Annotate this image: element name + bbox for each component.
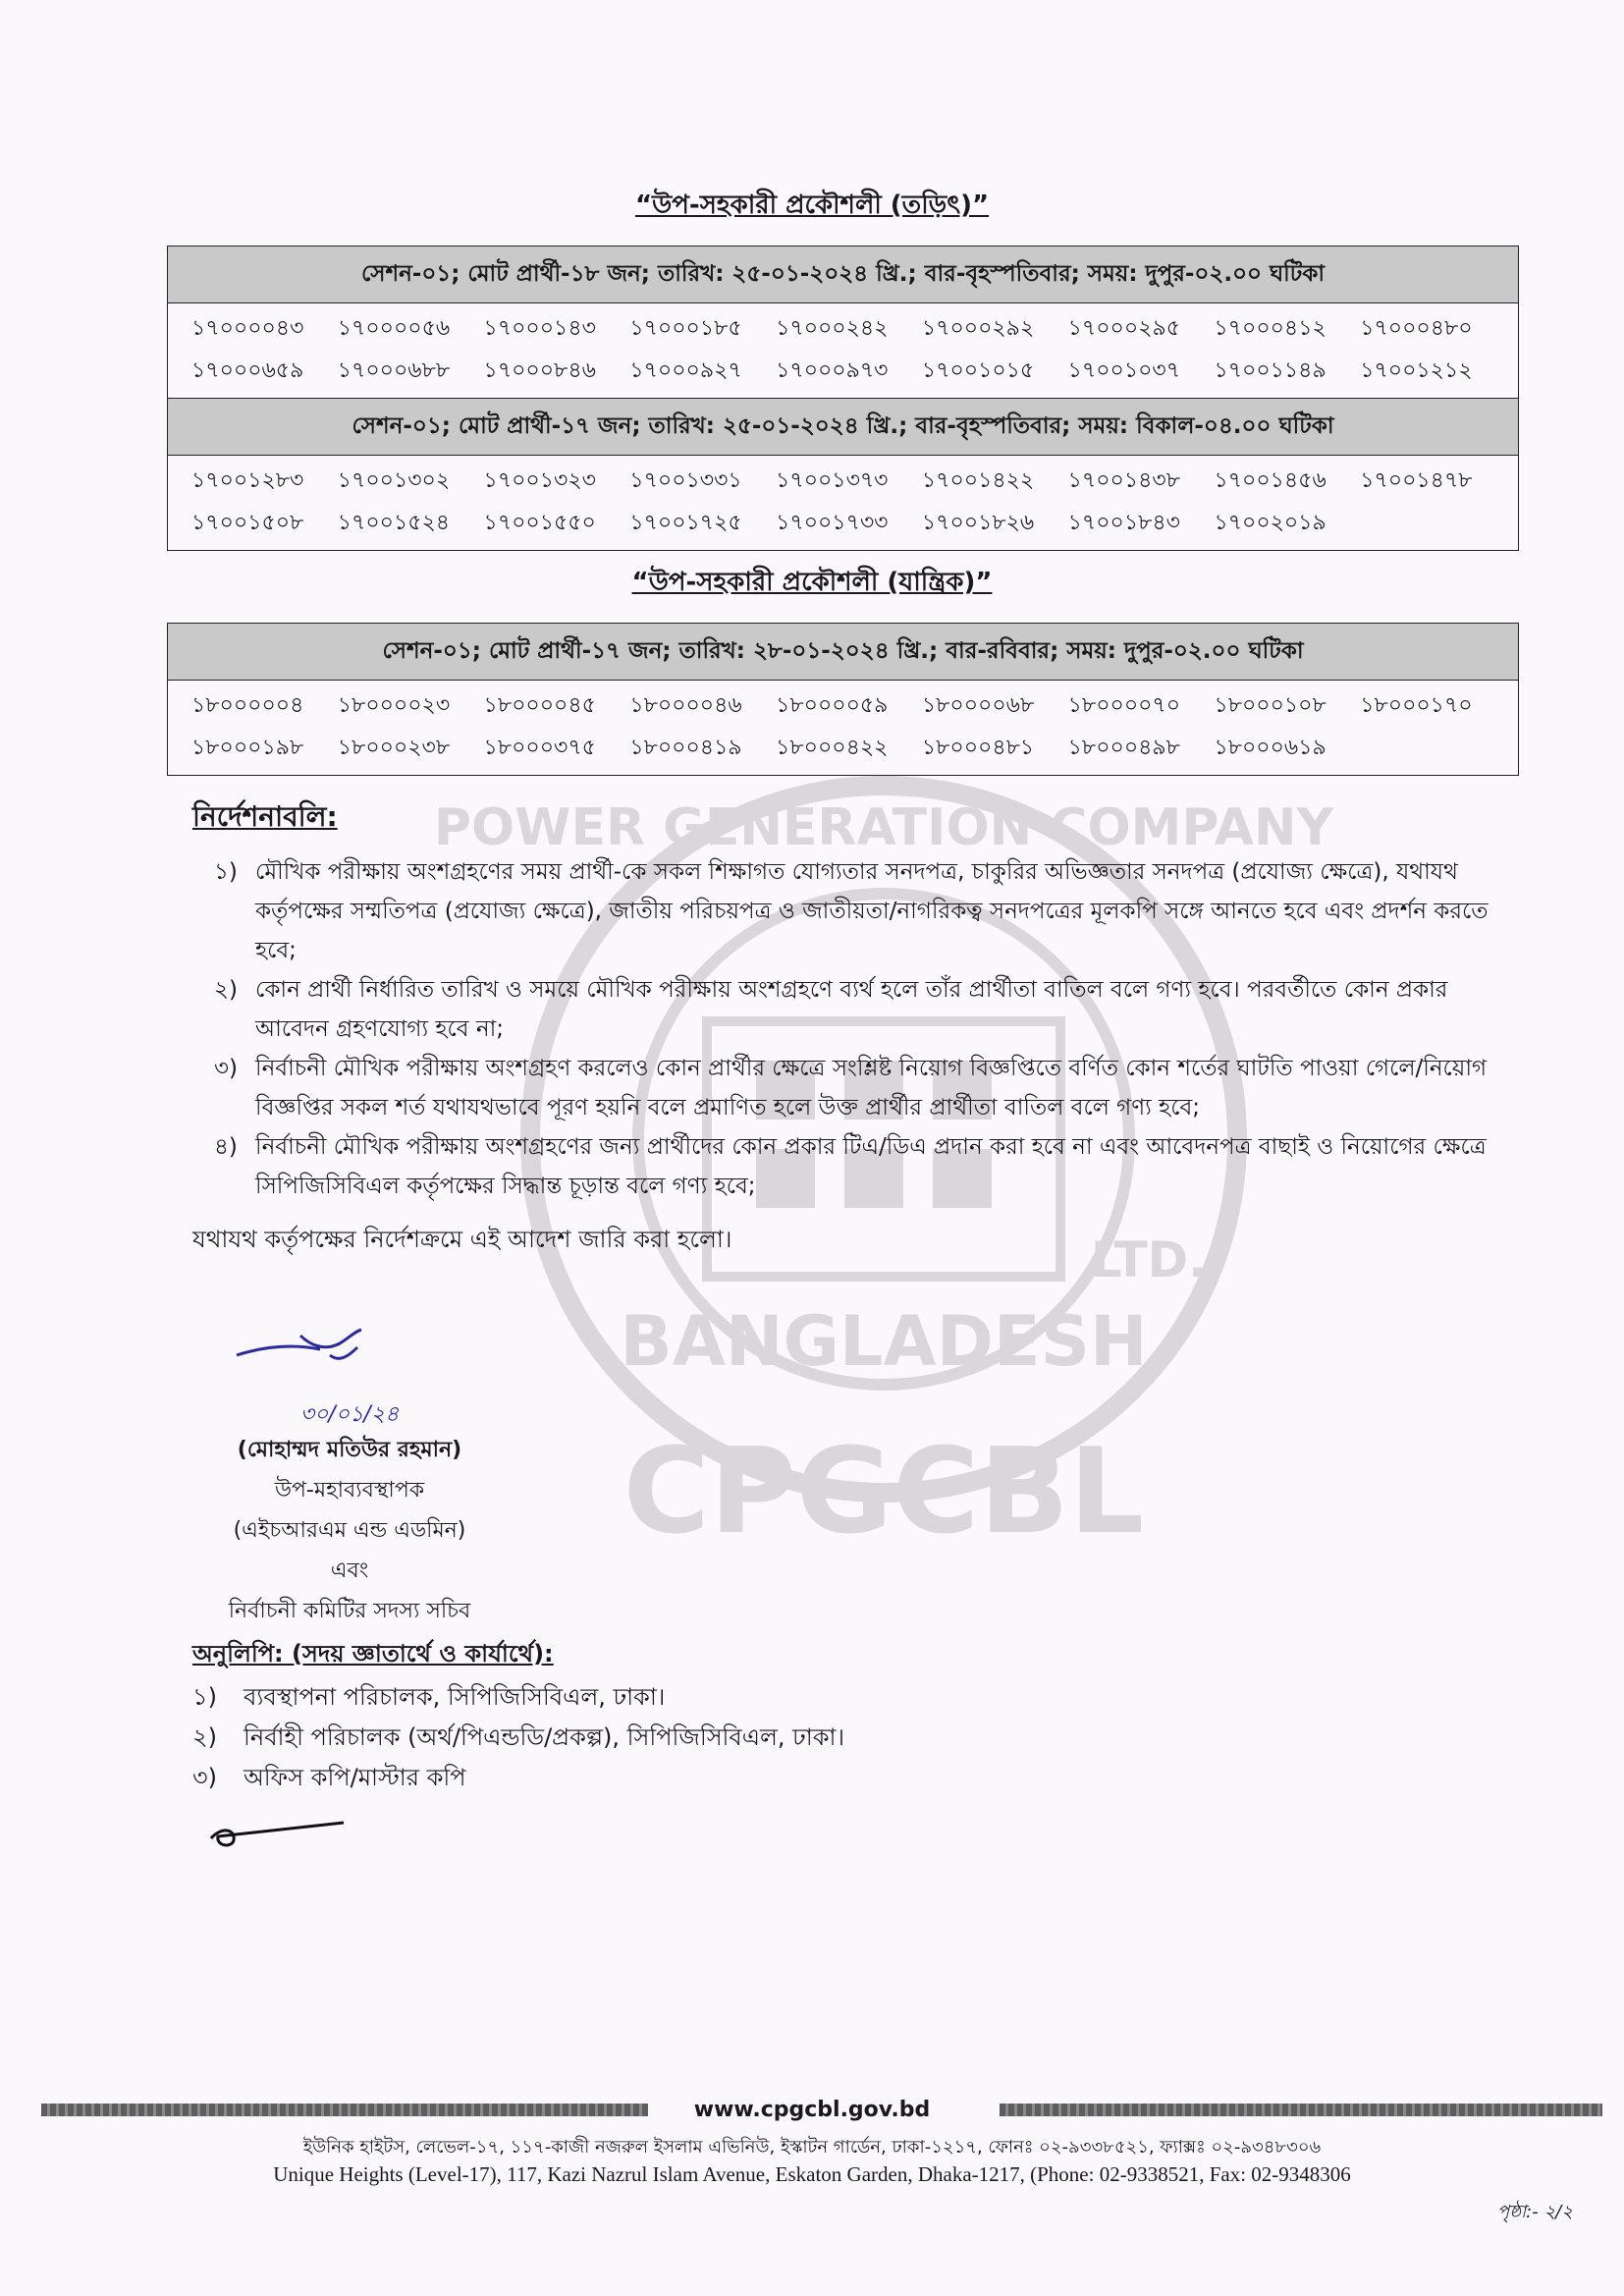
item-number: ৩) [214,1056,238,1081]
item-text: মৌখিক পরীক্ষায় অংশগ্রহণের সময় প্রার্থী-কে সকল শিক্ষাগত যোগ্যতার সনদপত্র, চাকুরির অভিজ্ঞতার সনদপত্র (প্রযোজ্য ক্ষেত্রে), যথাযথ কর্তৃপক্ষের সম্মতিপত্র (প্রযোজ্য ক্ষেত্রে), জাতীয় পরিচয়পত্র ও জাতীয়তা/নাগরিকত্ব সনদপত্রের মূলকপি সঙ্গে আনতে হবে এবং প্রদর্শন করতে হবে; [255,859,1489,963]
roll-number: ১৭০০১৩০২ [337,468,451,493]
roll-number: ১৮০০০০০৪ [191,693,304,718]
section-title-mechanical: “উপ-সহকারী প্রকৌশলী (যান্ত্রিক)” [631,568,993,597]
item-text: ব্যবস্থাপনা পরিচালক, সিপিজিসিবিএল, ঢাকা। [244,1683,666,1711]
roll-number: ১৮০০০০২৩ [337,693,451,718]
roll-number: ১৮০০০০৪৫ [483,693,596,718]
roll-number: ১৮০০০০৪৬ [629,693,742,718]
roll-number: ১৭০০০১৪৩ [483,316,596,341]
signatory-and: এবং [330,1558,369,1583]
roll-number: ১৭০০১৫০৮ [191,511,304,535]
roll-number: ১৭০০১২৮৩ [191,468,304,493]
item-text: নির্বাচনী মৌখিক পরীক্ষায় অংশগ্রহণ করলেও কোন প্রার্থীর ক্ষেত্রে সংশ্লিষ্ট নিয়োগ বিজ্ঞপ্তিতে বর্ণিত কোন শর্তের ঘাটতি পাওয়া গেলে/নিয়োগ বিজ্ঞপ্তির সকল শর্ত যথাযথভাবে পূরণ হয়নি বলে প্রমাণিত হলে উক্ত প্রার্থীর প্রার্থীতা বাতিল বলে গণ্য হবে; [255,1056,1488,1121]
signatory-role: নির্বাচনী কমিটির সদস্য সচিব [228,1599,471,1623]
roll-number: ১৭০০১৮২৬ [921,511,1035,535]
instructions-heading: নির্দেশনাবলি: [192,800,338,833]
signatory-department: (এইচআরএম এন্ড এডমিন) [233,1518,466,1543]
roll-number: ১৭০০১৮৪৩ [1067,511,1180,535]
roll-number: ১৭০০১৫২৪ [337,511,451,535]
roll-number: ১৭০০১০১৫ [921,358,1035,383]
list-item [214,1127,1500,1206]
roll-number: ১৭০০০৬৮৮ [337,358,451,383]
item-number: ১) [192,1683,217,1711]
roll-number: ১৭০০১১৪৯ [1214,358,1326,383]
roll-number: ১৭০০১০৩৭ [1067,358,1181,383]
list-item [192,1718,844,1758]
roll-number: ১৭০০১৭৩৩ [776,511,889,535]
roll-number: ১৭০০০১৮৫ [629,316,742,341]
roll-number: ১৭০০০৯২৭ [629,358,742,383]
signature-mark [232,1326,379,1383]
roll-grid [168,681,1518,775]
item-text: নির্বাচনী মৌখিক পরীক্ষায় অংশগ্রহণের জন্য প্রার্থীদের কোন প্রকার টিএ/ডিএ প্রদান করা হবে না এবং আবেদনপত্র বাছাই ও নিয়োগের ক্ষেত্রে সিপিজিসিবিএল কর্তৃপক্ষের সিদ্ধান্ত চূড়ান্ত বলে গণ্য হবে; [255,1134,1487,1199]
item-text: নির্বাহী পরিচালক (অর্থ/পিএন্ডডি/প্রকল্প), সিপিজিসিবিএল, ঢাকা। [244,1723,845,1751]
seal-suffix: LTD. [1090,1231,1208,1288]
electrical-sessions-table [167,246,1519,551]
website-link[interactable]: www.cpgcbl.gov.bd [693,2098,931,2122]
roll-number: ১৮০০০৩৭৫ [483,736,596,760]
mechanical-sessions-table [167,623,1519,776]
item-number: ৪) [214,1134,238,1160]
roll-grid [168,456,1518,550]
item-text: অফিস কপি/মাস্টার কপি [244,1764,466,1791]
roll-number: ১৭০০০৮৪৬ [483,358,596,383]
session-header: সেশন-০১; মোট প্রার্থী-১৭ জন; তারিখ: ২৮-০১-২০২৪ খ্রি.; বার-রবিবার; সময়: দুপুর-০২.০০ ঘটিকা [168,624,1518,681]
roll-number: ১৭০০০২৯৫ [1067,316,1181,341]
roll-number: ১৭০০১৪৩৮ [1067,468,1180,493]
list-item [214,852,1500,970]
roll-number: ১৮০০০১০৮ [1214,693,1326,718]
roll-number: ১৭০০১২১২ [1360,358,1473,383]
roll-number: ১৮০০০৪৯৮ [1067,736,1180,760]
seal-abbr: CPGCBL [623,1424,1145,1560]
roll-number: ১৭০০১৩৭৩ [776,468,889,493]
roll-number: ১৭০০০৪৮০ [1360,316,1473,341]
roll-number: ১৭০০১৪৫৬ [1214,468,1326,493]
roll-number: ১৮০০০০৭০ [1067,693,1181,718]
list-item [192,1758,844,1798]
list-item [214,970,1500,1049]
copy-list [192,1677,844,1798]
roll-number: ১৮০০০০৬৮ [921,693,1035,718]
roll-number: ১৭০০০৪১২ [1214,316,1326,341]
roll-number: ১৭০০০০৪৩ [191,316,304,341]
session-header: সেশন-০১; মোট প্রার্থী-১৭ জন; তারিখ: ২৫-০১-২০২৪ খ্রি.; বার-বৃহস্পতিবার; সময়: বিকাল-০৪.০০ ঘটিকা [168,398,1518,456]
section-title-electrical: “উপ-সহকারী প্রকৌশলী (তড়িৎ)” [634,191,990,220]
signature-block [192,1400,507,1631]
seal-ring-text: POWER GENERATION COMPANY [433,798,1334,857]
roll-number: ১৭০০০২৪২ [776,316,889,341]
footer-address-en: Unique Heights (Level-17), 117, Kazi Nazrul Islam Avenue, Eskaton Garden, Dhaka-1217, (Phone: 02-9338521, Fax: 02-9348306 [273,2162,1351,2186]
roll-number: ১৮০০০১৭০ [1360,693,1473,718]
list-item [214,1049,1500,1127]
item-number: ২) [192,1723,217,1751]
roll-number: ১৮০০০০৫৯ [776,693,889,718]
roll-number: ১৭০০১৪৭৮ [1360,468,1473,493]
signatory-name: (মোহাম্মদ মতিউর রহমান) [237,1438,462,1462]
roll-number: ১৭০০১৪২২ [921,468,1035,493]
item-number: ৩) [192,1764,217,1791]
item-number: ১) [214,859,238,885]
initial-mark [206,1817,353,1856]
order-statement: যথাযথ কর্তৃপক্ষের নির্দেশক্রমে এই আদেশ জারি করা হলো। [192,1226,732,1253]
roll-number: ১৭০০০৯৭৩ [776,358,889,383]
page-number: পৃষ্ঠা:- ২/২ [1497,2202,1573,2222]
roll-number: ১৭০০০০৫৬ [337,316,451,341]
session-header: সেশন-০১; মোট প্রার্থী-১৮ জন; তারিখ: ২৫-০১-২০২৪ খ্রি.; বার-বৃহস্পতিবার; সময়: দুপুর-০২.০০ ঘটিকা [168,246,1518,303]
item-text: কোন প্রার্থী নির্ধারিত তারিখ ও সময়ে মৌখিক পরীক্ষায় অংশগ্রহণে ব্যর্থ হলে তাঁর প্রার্থীতা বাতিল বলে গণ্য হবে। পরবর্তীতে কোন প্রকার আবেদন গ্রহণযোগ্য হবে না; [255,977,1448,1042]
item-number: ২) [214,977,238,1003]
signature-date: ৩০/০১/২৪ [299,1402,400,1427]
roll-number: ১৮০০০৪৮১ [921,736,1035,760]
roll-number: ১৭০০০২৯২ [921,316,1035,341]
roll-number: ১৭০০১৩৩১ [629,468,742,493]
instructions-list [214,852,1500,1206]
signatory-designation: উপ-মহাব্যবস্থাপক [274,1478,425,1503]
roll-number: ১৭০০০৬৫৯ [191,358,304,383]
copy-heading: অনুলিপি: (সদয় জ্ঞাতার্থে ও কার্যার্থে): [192,1640,554,1667]
roll-number: ১৭০০১৫৫০ [483,511,596,535]
roll-grid [168,303,1518,398]
roll-number: ১৮০০০৪২২ [776,736,889,760]
roll-number: ১৮০০০১৯৮ [191,736,304,760]
roll-number: ১৮০০০২৩৮ [337,736,451,760]
list-item [192,1677,844,1718]
roll-number: ১৭০০২০১৯ [1214,511,1326,535]
roll-number: ১৭০০১৭২৫ [629,511,742,535]
seal-country: BANGLADESH [620,1301,1148,1382]
roll-number: ১৭০০১৩২৩ [483,468,596,493]
roll-number: ১৮০০০৪১৯ [629,736,742,760]
footer-address-bn: ইউনিক হাইটস, লেভেল-১৭, ১১৭-কাজী নজরুল ইসলাম এভিনিউ, ইস্কাটন গার্ডেন, ঢাকা-১২১৭, ফোনঃ ০২-৯৩৩৮৫২১, ফ্যাক্সঃ ০২-৯৩৪৮৩০৬ [302,2137,1322,2158]
roll-number: ১৮০০০৬১৯ [1214,736,1326,760]
